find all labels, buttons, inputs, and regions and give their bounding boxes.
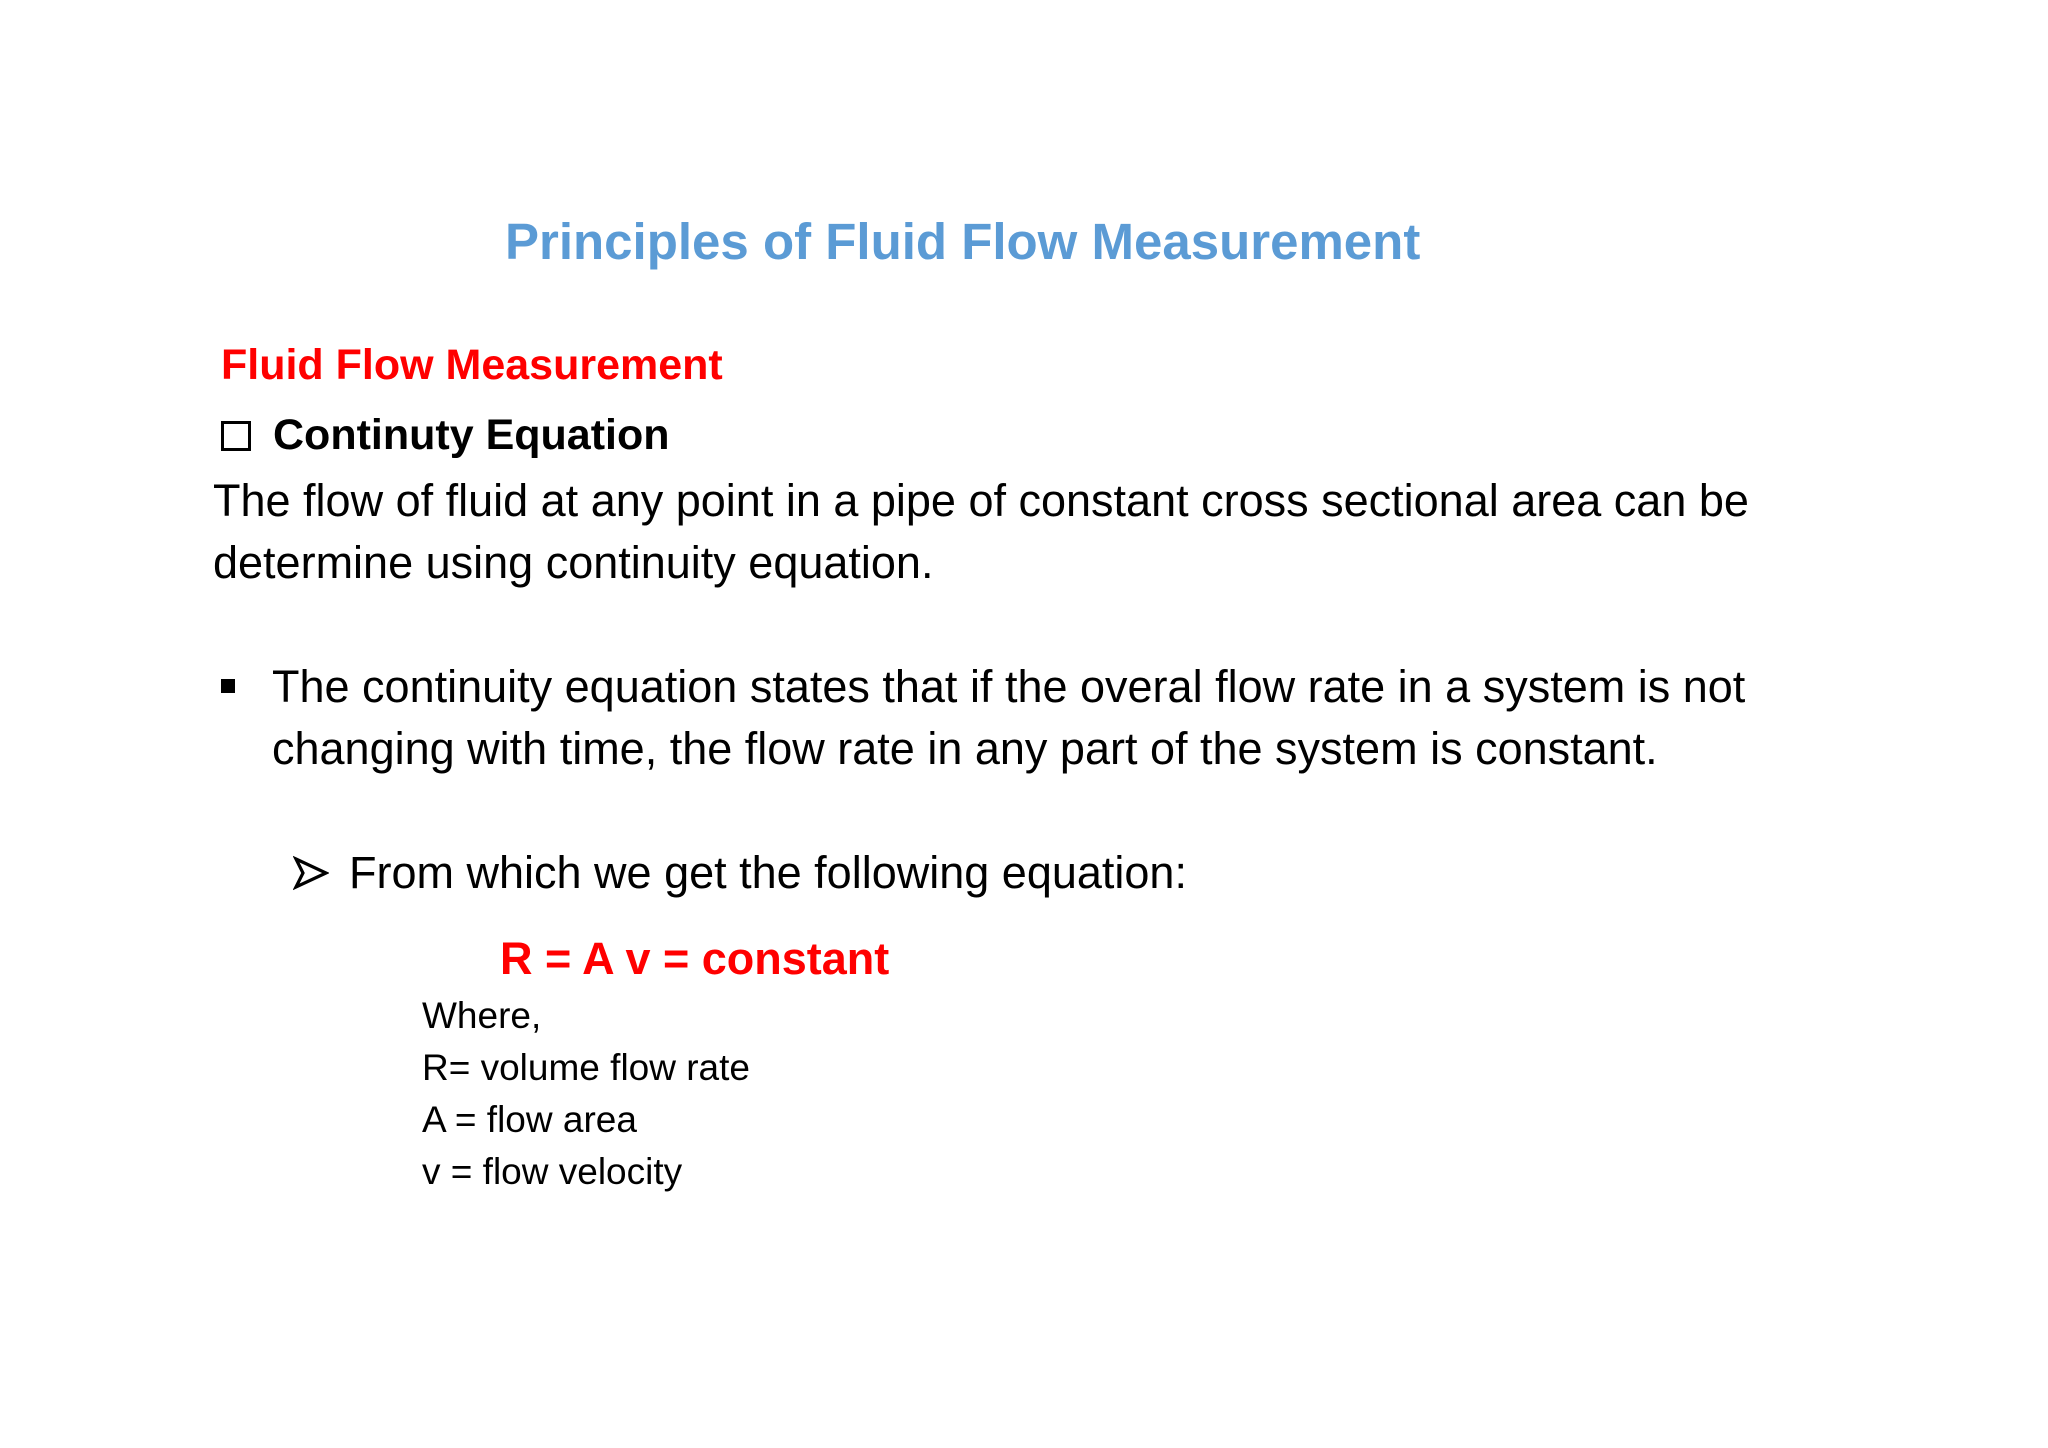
definition-line: v = flow velocity	[422, 1151, 683, 1192]
checkbox-icon	[221, 421, 251, 451]
square-bullet-icon	[221, 679, 235, 693]
sub-bullet-item	[293, 842, 1187, 904]
section-heading: Fluid Flow Measurement	[221, 341, 723, 389]
definition-line: A = flow area	[422, 1099, 637, 1140]
definition-line: Where,	[422, 995, 542, 1036]
arrow-bullet-icon	[293, 855, 329, 891]
intro-paragraph: The flow of fluid at any point in a pipe of constant cross sectional area can be determine using continuity equation.	[213, 475, 1749, 588]
equation: R = A v = constant	[500, 933, 890, 984]
slide-title: Principles of Fluid Flow Measurement	[505, 213, 1421, 270]
bullet-text: The continuity equation states that if the overal flow rate in a system is not changing with time, the flow rate in any part of the system is constant.	[272, 661, 1746, 774]
bullet-item	[213, 656, 1833, 780]
subheading-label: Continuty Equation	[273, 411, 670, 459]
definitions-list	[422, 990, 750, 1198]
subheading	[221, 410, 670, 462]
sub-bullet-text: From which we get the following equation:	[349, 847, 1187, 898]
definition-line: R= volume flow rate	[422, 1047, 750, 1088]
